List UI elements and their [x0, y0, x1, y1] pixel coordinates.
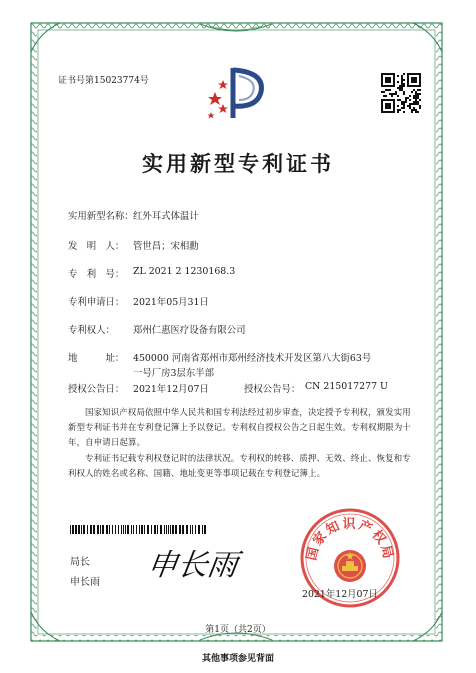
grant-number-value: CN 215017277 U: [305, 381, 388, 392]
svg-text:国家知识产权局: 国家知识产权局: [304, 517, 396, 563]
grant-date-label: 授权公告日：: [68, 384, 125, 395]
grant-number-label: 授权公告号：: [244, 384, 301, 395]
barcode-icon: [70, 519, 206, 528]
patentee-label: 专利权人：: [68, 325, 115, 336]
legal-status-paragraph: 专利证书记载专利权登记时的法律状况。专利权的转移、质押、无效、终止、恢复和专利权人的姓名或名称、国籍、地址变更等事项记载在专利登记簿上。: [68, 453, 411, 478]
utility-model-name-value: 红外耳式体温计: [133, 211, 199, 222]
qr-code-icon[interactable]: [381, 73, 421, 113]
grant-statement-paragraph: 国家知识产权局依照中华人民共和国专利法经过初步审查，决定授予专利权，颁发实用新型专利证书并在专利登记簿上予以登记。专利权自授权公告之日起生效。专利权期限为十年，自申请日起算。: [68, 407, 411, 447]
director-signature: 申长雨: [145, 548, 240, 583]
address-line-1: 450000 河南省郑州市郑州经济技术开发区第八大街63号: [133, 353, 372, 364]
page-indicator: 第1页（共2页）: [205, 625, 271, 635]
certificate-number: 证书号第15023774号: [58, 76, 149, 86]
address-line-2: 一号厂房3层东半部: [133, 368, 214, 379]
director-name: 申长雨: [70, 577, 100, 588]
director-title: 局长: [70, 557, 90, 568]
footer-note: 其他事项参见背面: [201, 654, 274, 664]
utility-model-name-label: 实用新型名称：: [68, 211, 134, 222]
seal-date: 2021年12月07日: [302, 589, 378, 600]
filing-date-label: 专利申请日：: [68, 297, 125, 308]
grant-date-value: 2021年12月07日: [133, 384, 209, 395]
cnipa-logo-icon: [203, 62, 273, 124]
certificate-title: 实用新型专利证书: [142, 151, 334, 176]
inventor-value: 管世昌；宋相勳: [133, 241, 199, 252]
inventor-label: 发 明 人：: [68, 241, 125, 252]
patent-number-label: 专 利 号：: [68, 269, 125, 280]
patentee-value: 郑州仁惠医疗设备有限公司: [133, 325, 246, 336]
patent-number-value: ZL 2021 2 1230168.3: [133, 266, 236, 277]
address-label: 地 址：: [68, 353, 125, 364]
filing-date-value: 2021年05月31日: [133, 297, 209, 308]
